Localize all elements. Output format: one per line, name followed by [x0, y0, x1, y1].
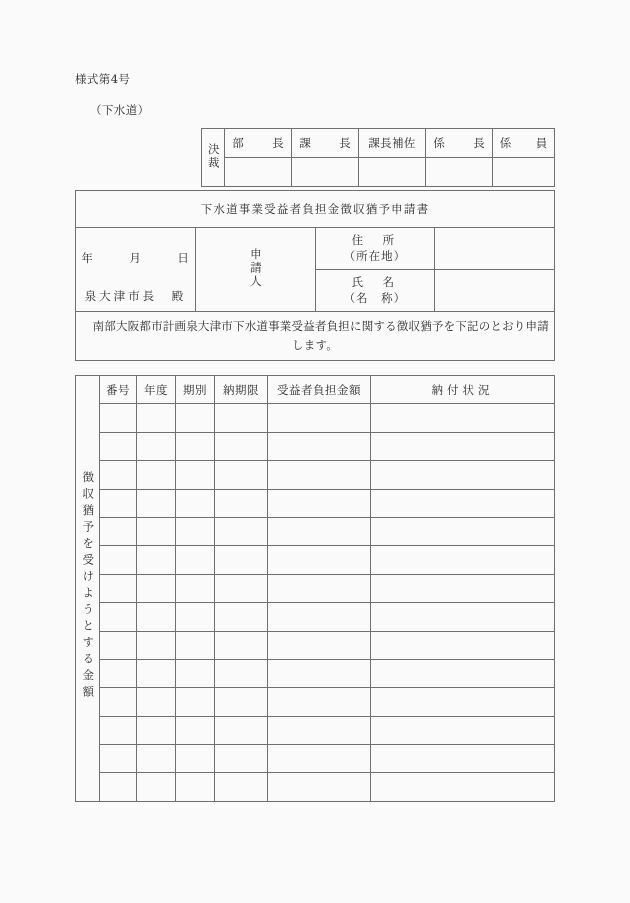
cell-term[interactable]: [176, 517, 215, 545]
cell-duedate[interactable]: [215, 461, 268, 489]
form-subtitle: （下水道）: [90, 103, 150, 117]
cell-amount[interactable]: [268, 461, 371, 489]
cell-duedate[interactable]: [215, 716, 268, 744]
date-and-addressee-cell: [76, 228, 196, 312]
statement-cell: [76, 312, 555, 361]
cell-year[interactable]: [137, 773, 176, 801]
approval-row-label-cell: [202, 129, 225, 187]
cell-duedate[interactable]: [215, 489, 268, 517]
address-label-line2: （所在地）: [343, 248, 407, 263]
cell-amount[interactable]: [268, 659, 371, 687]
cell-status[interactable]: [371, 631, 555, 659]
cell-amount[interactable]: [268, 404, 371, 432]
cell-duedate[interactable]: [215, 546, 268, 574]
cell-amount[interactable]: [268, 716, 371, 744]
cell-amount[interactable]: [268, 603, 371, 631]
table-row: [76, 603, 555, 631]
applicant-label-cell: [195, 228, 315, 312]
cell-duedate[interactable]: [215, 432, 268, 460]
table-row: [76, 432, 555, 460]
cell-term[interactable]: [176, 688, 215, 716]
schedule-side-label: 徴収猶予を受けようとする金額: [81, 471, 96, 703]
table-row: [76, 574, 555, 602]
cell-number[interactable]: [100, 631, 137, 659]
cell-year[interactable]: [137, 574, 176, 602]
cell-duedate[interactable]: [215, 631, 268, 659]
cell-year[interactable]: [137, 688, 176, 716]
cell-term[interactable]: [176, 404, 215, 432]
cell-year[interactable]: [137, 716, 176, 744]
cell-amount[interactable]: [268, 745, 371, 773]
cell-term[interactable]: [176, 432, 215, 460]
approval-header-kacho: 課 長: [292, 129, 359, 158]
cell-year[interactable]: [137, 745, 176, 773]
cell-amount[interactable]: [268, 432, 371, 460]
cell-term[interactable]: [176, 603, 215, 631]
cell-year[interactable]: [137, 631, 176, 659]
cell-term[interactable]: [176, 716, 215, 744]
cell-number[interactable]: [100, 432, 137, 460]
cell-duedate[interactable]: [215, 745, 268, 773]
cell-status[interactable]: [371, 745, 555, 773]
approval-header-kakariin: 係 員: [493, 129, 555, 158]
name-input-cell[interactable]: [435, 270, 555, 312]
statement-text: 南部大阪都市計画泉大津市下水道事業受益者負担に関する徴収猶予を下記のとおり申請します。: [92, 319, 549, 352]
approval-header-row: [202, 129, 555, 158]
name-label-line1: 氏 名: [351, 274, 399, 289]
table-row: [76, 489, 555, 517]
address-input-cell[interactable]: [435, 228, 555, 270]
approval-stamp-kakaricho[interactable]: [426, 158, 493, 187]
cell-number[interactable]: [100, 745, 137, 773]
cell-duedate[interactable]: [215, 603, 268, 631]
form-number: 様式第4号: [75, 72, 131, 86]
cell-amount[interactable]: [268, 773, 371, 801]
cell-number[interactable]: [100, 517, 137, 545]
name-label-cell: [315, 270, 435, 312]
cell-year[interactable]: [137, 461, 176, 489]
cell-amount[interactable]: [268, 546, 371, 574]
schedule-header-number: 番号: [100, 376, 137, 404]
cell-year[interactable]: [137, 517, 176, 545]
table-row: [76, 404, 555, 432]
cell-status[interactable]: [371, 659, 555, 687]
cell-status[interactable]: [371, 773, 555, 801]
cell-status[interactable]: [371, 603, 555, 631]
cell-number[interactable]: [100, 574, 137, 602]
approval-header-bucho: 部 長: [225, 129, 292, 158]
cell-number[interactable]: [100, 603, 137, 631]
title-row: [76, 191, 555, 228]
cell-number[interactable]: [100, 773, 137, 801]
cell-amount[interactable]: [268, 631, 371, 659]
table-row: [76, 688, 555, 716]
table-row: [76, 546, 555, 574]
statement-row: [76, 312, 555, 361]
name-label-line2: （名 称）: [343, 290, 407, 305]
table-row: [76, 659, 555, 687]
table-row: [76, 745, 555, 773]
cell-number[interactable]: [100, 404, 137, 432]
cell-status[interactable]: [371, 688, 555, 716]
date-line: 年 月 日: [81, 250, 190, 265]
cell-term[interactable]: [176, 461, 215, 489]
address-label-cell: [315, 228, 435, 270]
approval-header-kakaricho: 係 長: [426, 129, 493, 158]
cell-amount[interactable]: [268, 489, 371, 517]
cell-year[interactable]: [137, 404, 176, 432]
cell-term[interactable]: [176, 659, 215, 687]
schedule-header-year: 年度: [137, 376, 176, 404]
cell-term[interactable]: [176, 745, 215, 773]
applicant-label: 申請人: [248, 247, 263, 289]
address-label-line1: 住 所: [351, 232, 399, 247]
cell-status[interactable]: [371, 716, 555, 744]
approval-stamp-kachohosa[interactable]: [359, 158, 426, 187]
cell-year[interactable]: [137, 603, 176, 631]
cell-status[interactable]: [371, 489, 555, 517]
schedule-header-amount: 受益者負担金額: [268, 376, 371, 404]
cell-number[interactable]: [100, 546, 137, 574]
cell-year[interactable]: [137, 432, 176, 460]
cell-status[interactable]: [371, 546, 555, 574]
schedule-side-label-cell: [76, 376, 100, 802]
cell-term[interactable]: [176, 631, 215, 659]
approval-header-kachohosa: 課長補佐: [359, 129, 426, 158]
schedule-header-row: [76, 376, 555, 404]
cell-duedate[interactable]: [215, 688, 268, 716]
cell-status[interactable]: [371, 517, 555, 545]
approval-stamp-kakariin[interactable]: [493, 158, 555, 187]
cell-number[interactable]: [100, 716, 137, 744]
cell-number[interactable]: [100, 489, 137, 517]
cell-status[interactable]: [371, 461, 555, 489]
schedule-header-status: 納付状況: [371, 376, 555, 404]
table-row: [76, 461, 555, 489]
cell-amount[interactable]: [268, 517, 371, 545]
cell-status[interactable]: [371, 574, 555, 602]
cell-term[interactable]: [176, 574, 215, 602]
cell-number[interactable]: [100, 688, 137, 716]
approval-stamp-kacho[interactable]: [292, 158, 359, 187]
cell-status[interactable]: [371, 432, 555, 460]
approval-table: [201, 128, 555, 187]
cell-number[interactable]: [100, 461, 137, 489]
cell-year[interactable]: [137, 489, 176, 517]
cell-number[interactable]: [100, 659, 137, 687]
approval-value-row: [202, 158, 555, 187]
schedule-header-duedate: 納期限: [215, 376, 268, 404]
cell-status[interactable]: [371, 404, 555, 432]
approval-stamp-bucho[interactable]: [225, 158, 292, 187]
cell-term[interactable]: [176, 773, 215, 801]
table-row: [76, 517, 555, 545]
cell-year[interactable]: [137, 659, 176, 687]
cell-duedate[interactable]: [215, 517, 268, 545]
cell-amount[interactable]: [268, 688, 371, 716]
application-header-table: [75, 190, 555, 361]
schedule-header-term: 期別: [176, 376, 215, 404]
approval-row-label: 決裁: [206, 142, 221, 170]
page-title: 下水道事業受益者負担金徴収猶予申請書: [76, 191, 555, 228]
deferment-schedule-table: [75, 375, 555, 802]
cell-duedate[interactable]: [215, 574, 268, 602]
cell-duedate[interactable]: [215, 404, 268, 432]
cell-term[interactable]: [176, 546, 215, 574]
table-row: [76, 773, 555, 801]
cell-year[interactable]: [137, 546, 176, 574]
cell-amount[interactable]: [268, 574, 371, 602]
applicant-row-address: [76, 228, 555, 270]
table-row: [76, 631, 555, 659]
cell-duedate[interactable]: [215, 773, 268, 801]
cell-duedate[interactable]: [215, 659, 268, 687]
table-row: [76, 716, 555, 744]
addressee-line: 泉大津市長 殿: [84, 288, 187, 303]
cell-term[interactable]: [176, 489, 215, 517]
